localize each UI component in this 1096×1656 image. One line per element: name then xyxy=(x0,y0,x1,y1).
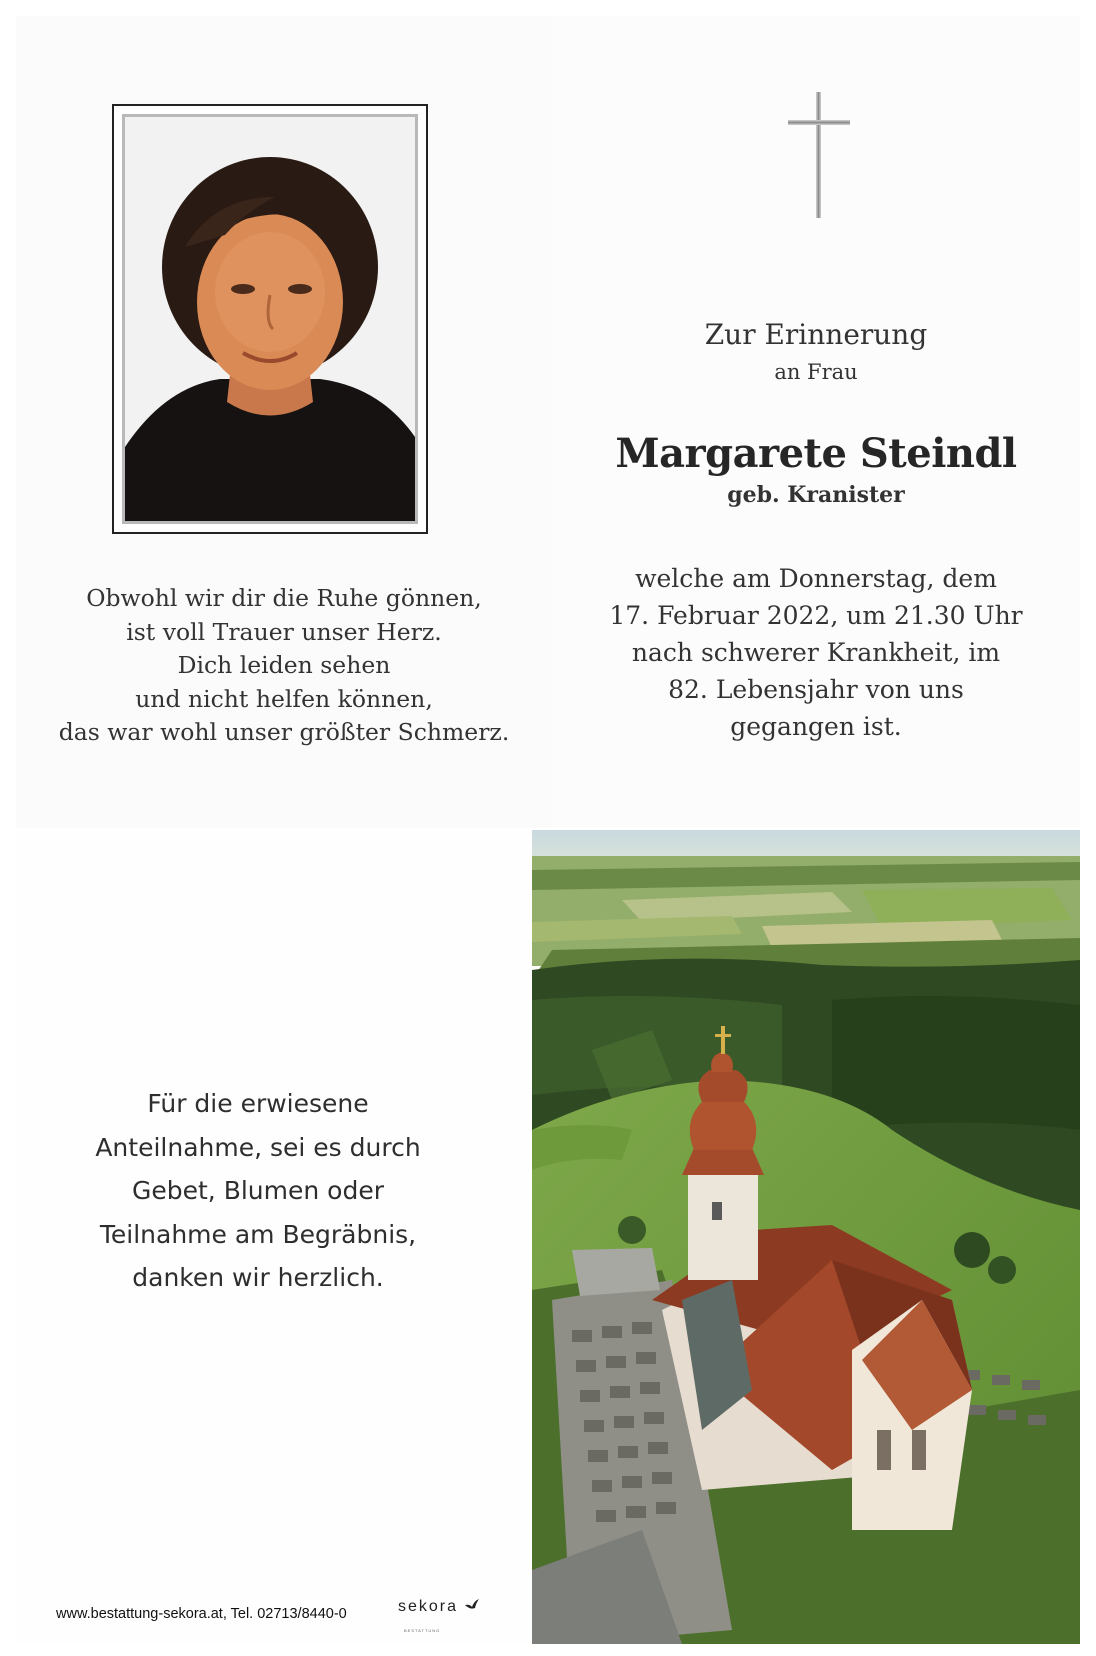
poem-line: ist voll Trauer unser Herz. xyxy=(126,617,442,646)
death-line: 82. Lebensjahr von uns xyxy=(668,675,964,704)
poem-line: Obwohl wir dir die Ruhe gönnen, xyxy=(86,584,482,612)
poem-line: das war wohl unser größter Schmerz. xyxy=(58,718,510,746)
thanks-line: danken wir herzlich. xyxy=(132,1263,384,1292)
death-line: nach schwerer Krankheit, im xyxy=(631,638,1001,667)
card-panel-portrait xyxy=(16,16,552,828)
death-line: welche am Donnerstag, dem xyxy=(635,564,997,593)
death-line: gegangen ist. xyxy=(730,712,902,741)
memorial-heading: Zur Erinnerung xyxy=(704,318,928,351)
poem-line: und nicht helfen können, xyxy=(135,684,433,713)
deceased-name: Margarete Steindl xyxy=(615,430,1017,477)
funeral-home-contact: www.bestattung-sekora.at, Tel. 02713/8440-0 xyxy=(56,1606,347,1622)
death-notice xyxy=(552,560,1080,745)
death-line: 17. Februar 2022, um 21.30 Uhr xyxy=(609,601,1023,630)
thanks-line: Anteilnahme, sei es durch xyxy=(95,1132,421,1162)
card-panel-notice xyxy=(552,16,1080,828)
portrait-image xyxy=(125,117,415,521)
thanks-text xyxy=(0,1082,516,1300)
cross-icon xyxy=(786,90,852,220)
bird-icon xyxy=(464,1598,480,1610)
logo-subtitle: BESTATTUNG xyxy=(404,1628,441,1633)
thanks-line: Teilnahme am Begräbnis, xyxy=(99,1219,417,1249)
church-landscape-photo xyxy=(532,830,1080,1644)
poem-text xyxy=(16,582,552,750)
portrait-photo xyxy=(122,114,418,524)
logo-text: sekora xyxy=(398,1598,459,1615)
salutation: an Frau xyxy=(774,360,858,384)
portrait-frame xyxy=(112,104,428,534)
maiden-name: geb. Kranister xyxy=(727,482,905,508)
thanks-line: Für die erwiesene xyxy=(147,1089,369,1118)
landscape-image xyxy=(532,830,1080,1644)
thanks-line: Gebet, Blumen oder xyxy=(132,1176,384,1205)
funeral-home-logo xyxy=(398,1598,480,1616)
poem-line: Dich leiden sehen xyxy=(177,651,391,679)
